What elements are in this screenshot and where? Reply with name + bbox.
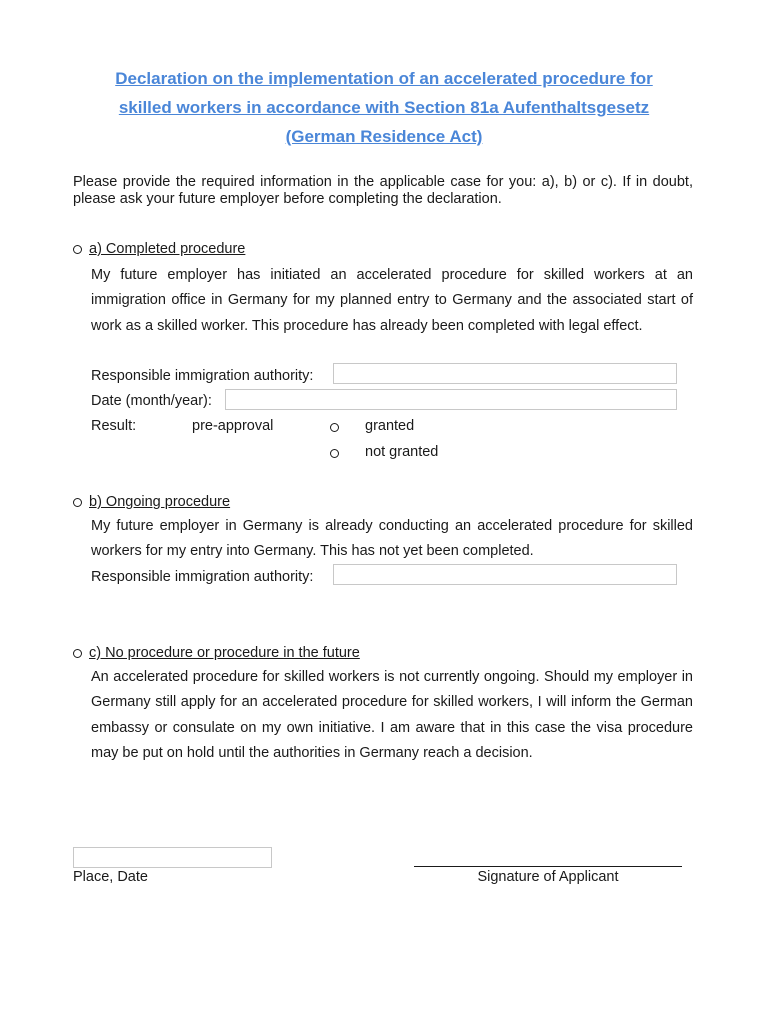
- title-line-2: skilled workers in accordance with Section 81a Aufenthaltsgesetz: [118, 98, 650, 117]
- option-c-text: An accelerated procedure for skilled workers is not currently ongoing. Should my employer in Germany still apply for an accelerated procedure for skilled workers, I will inform the German embassy or consulate on my own initiative. I am aware that in this case the visa procedure may be put on hold until the authorities in Germany reach a decision.: [91, 669, 693, 761]
- result-label: Result:: [91, 418, 137, 434]
- option-b-radio[interactable]: [73, 498, 82, 507]
- option-a-authority-label: Responsible immigration authority:: [91, 368, 314, 384]
- option-a-date-label: Date (month/year):: [91, 393, 212, 409]
- place-date-label: Place, Date: [73, 869, 148, 885]
- intro-text: Please provide the required information in the applicable case for you: a), b) or c). If in doubt, please ask your future employer before completing the declaration.: [73, 174, 693, 207]
- option-a-date-input[interactable]: [225, 389, 677, 410]
- granted-label: granted: [365, 418, 415, 434]
- granted-radio[interactable]: [330, 423, 339, 432]
- not-granted-option[interactable]: [330, 444, 438, 460]
- option-c-label: c) No procedure or procedure in the future: [89, 645, 360, 661]
- option-b-text: My future employer in Germany is already conducting an accelerated procedure for skilled workers for my entry into Germany. This has not yet been completed.: [91, 518, 693, 560]
- option-c[interactable]: [73, 645, 360, 661]
- option-b[interactable]: [73, 494, 230, 510]
- granted-option[interactable]: [330, 418, 414, 434]
- option-a-authority-input[interactable]: [333, 363, 677, 384]
- place-date-input[interactable]: [73, 847, 272, 868]
- option-b-label: b) Ongoing procedure: [89, 494, 231, 510]
- title-line-3: (German Residence Act): [285, 127, 483, 146]
- signature-line[interactable]: [414, 866, 682, 867]
- option-c-radio[interactable]: [73, 649, 82, 658]
- title-line-1: Declaration on the implementation of an accelerated procedure for: [115, 69, 653, 88]
- option-a-text: My future employer has initiated an accelerated procedure for skilled workers at an immigration office in Germany for my planned entry to Germany and the associated start of work as a skilled worker. This procedure has already been completed with legal effect.: [91, 267, 693, 334]
- preapproval-label: pre-approval: [192, 418, 274, 434]
- option-a[interactable]: [73, 241, 245, 257]
- option-b-authority-input[interactable]: [333, 564, 677, 585]
- option-b-authority-label: Responsible immigration authority:: [91, 569, 314, 585]
- not-granted-radio[interactable]: [330, 449, 339, 458]
- not-granted-label: not granted: [365, 444, 439, 460]
- document-title: [60, 64, 708, 151]
- option-a-label: a) Completed procedure: [89, 241, 246, 257]
- option-a-radio[interactable]: [73, 245, 82, 254]
- signature-label: Signature of Applicant: [477, 869, 619, 885]
